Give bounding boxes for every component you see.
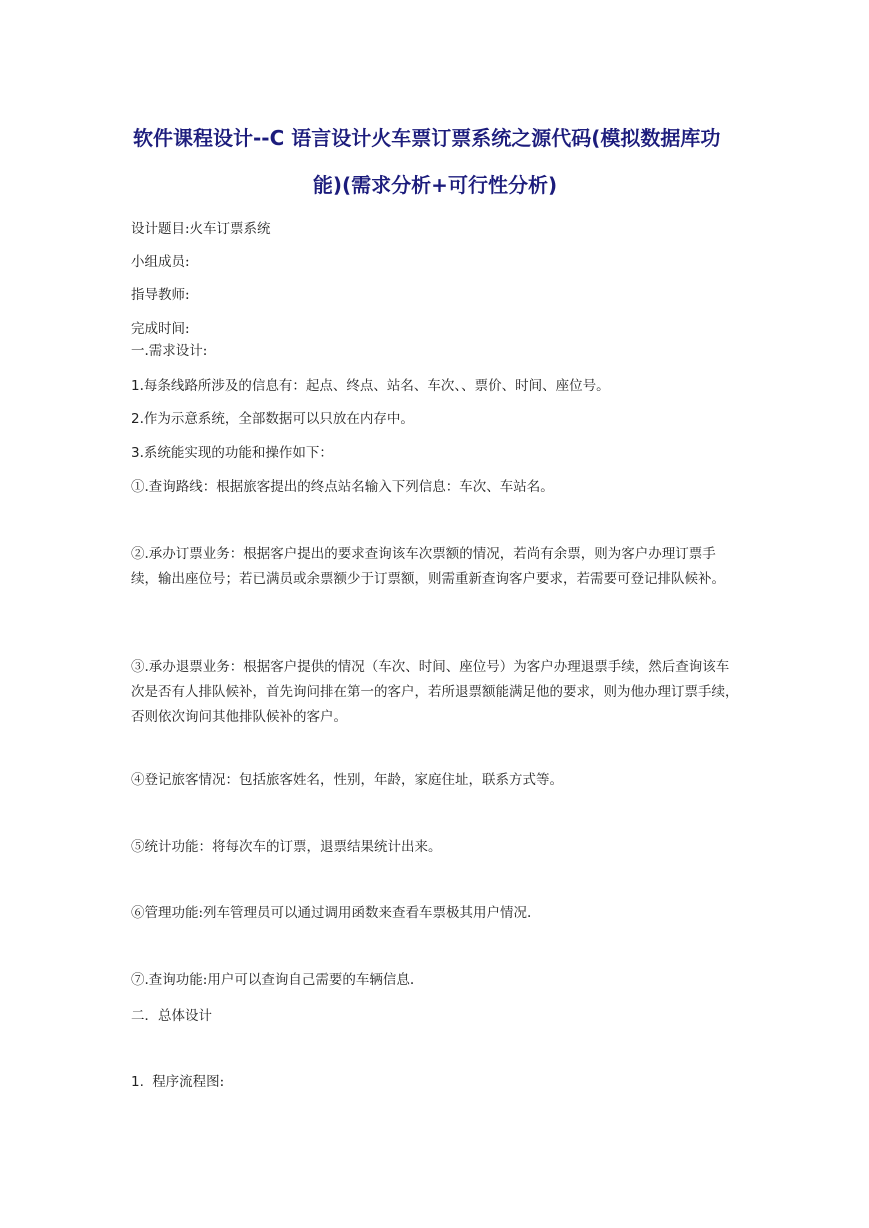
function-booking: ②.承办订票业务：根据客户提出的要求查询该车次票额的情况，若尚有余票，则为客户办理订票手续，输出座位号；若已满员或余票额少于订票额，则需重新查询客户要求，若需要可登记排队候补。 bbox=[131, 546, 725, 587]
item-number: 2 bbox=[131, 411, 140, 427]
item-text: .每条线路所涉及的信息有：起点、终点、站名、车次、、票价、时间、座位号。 bbox=[139, 378, 610, 394]
group-members: 小组成员: bbox=[131, 254, 190, 270]
instructor: 指导教师: bbox=[131, 287, 190, 303]
item-number: 1 bbox=[131, 378, 140, 394]
sub-text: 程序流程图: bbox=[152, 1074, 225, 1090]
document-title-line-2: 能)(需求分析+可行性分析) bbox=[312, 173, 558, 197]
flowchart-subheading bbox=[131, 1076, 224, 1090]
item-number: 3 bbox=[131, 445, 140, 461]
sub-number: 1. bbox=[131, 1074, 144, 1090]
function-statistics: ⑤统计功能：将每次车的订票，退票结果统计出来。 bbox=[131, 839, 442, 855]
document-title-line-1: 软件课程设计--C 语言设计火车票订票系统之源代码(模拟数据库功 bbox=[133, 126, 721, 150]
requirement-item-3 bbox=[131, 447, 333, 461]
section-2-heading: 二．总体设计 bbox=[131, 1008, 212, 1024]
item-text: .系统能实现的功能和操作如下： bbox=[139, 445, 333, 461]
function-refund: ③.承办退票业务：根据客户提供的情况（车次、时间、座位号）为客户办理退票手续，然后查询该车次是否有人排队候补，首先询问排在第一的客户，若所退票额能满足他的要求，则为他办理订票手续，否则依次询问其他排队候补的客户。 bbox=[131, 659, 739, 725]
item-text: .作为示意系统，全部数据可以只放在内存中。 bbox=[139, 411, 414, 427]
requirement-item-1 bbox=[131, 380, 610, 394]
section-1-heading: 一.需求设计: bbox=[131, 343, 208, 359]
function-management: ⑥管理功能:列车管理员可以通过调用函数来查看车票极其用户情况. bbox=[131, 905, 532, 921]
design-topic: 设计题目:火车订票系统 bbox=[131, 221, 271, 237]
function-query-vehicle: ⑦.查询功能:用户可以查询自己需要的车辆信息. bbox=[131, 972, 415, 988]
function-query-route: ①.查询路线：根据旅客提出的终点站名输入下列信息：车次、车站名。 bbox=[131, 479, 554, 495]
requirement-item-2 bbox=[131, 413, 414, 427]
completion-time: 完成时间: bbox=[131, 321, 190, 337]
function-register-passenger: ④登记旅客情况：包括旅客姓名，性别，年龄，家庭住址，联系方式等。 bbox=[131, 772, 563, 788]
